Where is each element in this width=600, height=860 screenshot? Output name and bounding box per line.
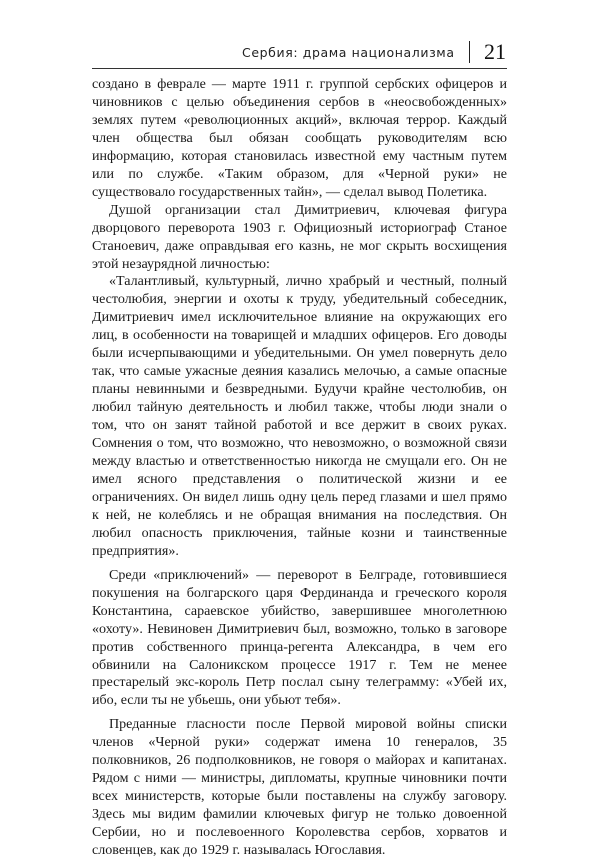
running-head <box>242 38 506 66</box>
body-text <box>92 76 507 860</box>
page-number: 21 <box>484 39 506 64</box>
paragraph: Душой организации стал Димитриевич, ключевая фигура дворцового переворота 1903 г. Официозный историограф Станое Станоевич, даже оправдывая его казнь, не мог скрыть восхищения этой незаурядной личностью: <box>92 201 507 272</box>
running-title: Сербия: драма национализма <box>242 44 455 60</box>
paragraph: Преданные гласности после Первой мировой войны списки членов «Черной руки» содержат имена 10 генералов, 35 полковников, 26 подполковников, не говоря о майорах и капитанах. Рядом с ними — министры, дипломаты, крупные чиновники почти всех министерств, которые были поставлены на службу заговору. Здесь мы видим фамилии ключевых фигур не только довоенной Сербии, но и послевоенного Королевства сербов, хорватов и словенцев, как до 1929 г. называлась Югославия. <box>92 716 507 859</box>
paragraph: Среди «приключений» — переворот в Белграде, готовившиеся покушения на болгарского царя Фердинанда и греческого короля Константина, сараевское убийство, завершившее многолетнюю «охоту». Невиновен Димитриевич был, возможно, только в заговоре против собственного принца-регента Александра, в чем его обвинили на Салоникском процессе 1917 г. Тем не менее престарелый экс-король Петр послал сыну телеграмму: «Убей их, ибо, если ты не убьешь, они убьют тебя». <box>92 566 507 709</box>
quotation-paragraph: «Талантливый, культурный, лично храбрый и честный, полный честолюбия, энергии и охоты к труду, убедительный собеседник, Димитриевич имел исключительное влияние на окружающих его лиц, в особенности на товарищей и младших офицеров. Его доводы были исчерпывающими и убедительными. Он умел повернуть дело так, что самые ужасные деяния казались мелочью, а самые опасные планы невинными и безвредными. Будучи крайне честолюбив, он любил тайную деятельность и любил также, чтобы люди знали о том, что он занят тайной работой и все держит в своих руках. Сомнения о том, что возможно, что невозможно, о возможной связи между властью и ответственностью никогда не смущали его. Он не имел ясного представления о политической жизни и ее ограничениях. Он видел лишь одну цель перед глазами и шел прямо к ней, не колеблясь и не обращая внимания на последствия. Он любил опасность приключения, тайные козни и таинственные предприятия». <box>92 273 507 559</box>
header-divider <box>469 41 470 63</box>
paragraph-continuation: создано в феврале — марте 1911 г. группой сербских офицеров и чиновников с целью объединения сербов в «неосвобожденных» землях путем «революционных акций», включая террор. Каждый член общества был обязан сообщать руководителям всю информацию, которая становилась известной ему частным путем или по службе. «Таким образом, для «Черной руки» не существовало государственных тайн», — сделал вывод Полетика. <box>92 76 507 200</box>
header-rule <box>92 68 507 69</box>
